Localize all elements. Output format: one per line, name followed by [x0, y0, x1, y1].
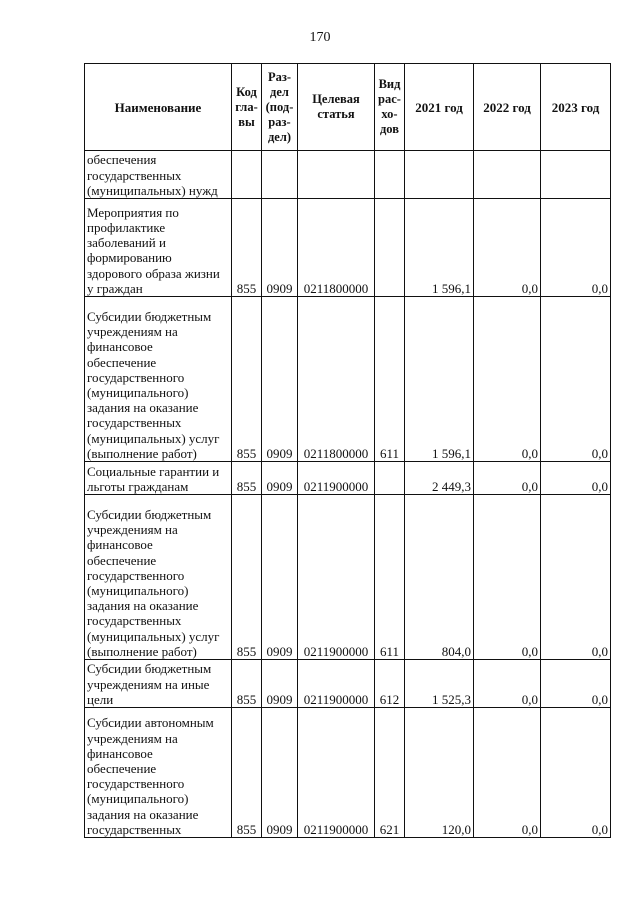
amount-2023: 0,0 — [541, 297, 611, 462]
target-article: 0211800000 — [298, 199, 375, 297]
header-chapter-code: Код гла- вы — [232, 64, 262, 151]
header-expense-type: Вид рас- хо- дов — [375, 64, 405, 151]
row-name: Мероприятия по профилактике заболеваний и формированию здорового образа жизни у граждан — [85, 199, 232, 297]
amount-2021: 1 525,3 — [405, 660, 474, 708]
target-article: 0211900000 — [298, 495, 375, 660]
expense-type — [375, 462, 405, 495]
amount-2022: 0,0 — [474, 462, 541, 495]
section-code: 0909 — [262, 462, 298, 495]
chapter-code: 855 — [232, 495, 262, 660]
target-article: 0211900000 — [298, 708, 375, 838]
header-name: Наименование — [85, 64, 232, 151]
amount-2022: 0,0 — [474, 660, 541, 708]
budget-table — [84, 63, 611, 838]
row-name: Субсидии автономным учреждениям на финансовое обеспечение государственного (муниципального) задания на оказание государственных — [85, 708, 232, 838]
row-name: Субсидии бюджетным учреждениям на иные цели — [85, 660, 232, 708]
amount-2022 — [474, 151, 541, 199]
chapter-code — [232, 151, 262, 199]
amount-2021: 2 449,3 — [405, 462, 474, 495]
table-row — [85, 660, 611, 708]
table-row — [85, 199, 611, 297]
chapter-code: 855 — [232, 462, 262, 495]
table-header-row — [85, 64, 611, 151]
target-article: 0211800000 — [298, 297, 375, 462]
expense-type — [375, 151, 405, 199]
section-code: 0909 — [262, 708, 298, 838]
header-year-2022: 2022 год — [474, 64, 541, 151]
section-code: 0909 — [262, 199, 298, 297]
chapter-code: 855 — [232, 660, 262, 708]
amount-2022: 0,0 — [474, 708, 541, 838]
page-number: 170 — [309, 30, 331, 45]
target-article — [298, 151, 375, 199]
header-year-2021: 2021 год — [405, 64, 474, 151]
amount-2023: 0,0 — [541, 660, 611, 708]
header-target-article: Целевая статья — [298, 64, 375, 151]
target-article: 0211900000 — [298, 462, 375, 495]
expense-type: 611 — [375, 297, 405, 462]
table-row — [85, 708, 611, 838]
amount-2023 — [541, 151, 611, 199]
section-code: 0909 — [262, 297, 298, 462]
header-section: Раз- дел (под- раз- дел) — [262, 64, 298, 151]
amount-2021: 120,0 — [405, 708, 474, 838]
table-row — [85, 462, 611, 495]
table-row — [85, 297, 611, 462]
amount-2022: 0,0 — [474, 495, 541, 660]
target-article: 0211900000 — [298, 660, 375, 708]
chapter-code: 855 — [232, 297, 262, 462]
header-year-2023: 2023 год — [541, 64, 611, 151]
row-name: Субсидии бюджетным учреждениям на финансовое обеспечение государственного (муниципального) задания на оказание государственных (муниципальных) услуг (выполнение работ) — [85, 495, 232, 660]
expense-type — [375, 199, 405, 297]
row-name: Социальные гарантии и льготы гражданам — [85, 462, 232, 495]
chapter-code: 855 — [232, 199, 262, 297]
amount-2021: 1 596,1 — [405, 297, 474, 462]
section-code — [262, 151, 298, 199]
amount-2023: 0,0 — [541, 495, 611, 660]
amount-2023: 0,0 — [541, 708, 611, 838]
amount-2021: 804,0 — [405, 495, 474, 660]
expense-type: 612 — [375, 660, 405, 708]
expense-type: 621 — [375, 708, 405, 838]
amount-2022: 0,0 — [474, 199, 541, 297]
amount-2022: 0,0 — [474, 297, 541, 462]
amount-2021: 1 596,1 — [405, 199, 474, 297]
expense-type: 611 — [375, 495, 405, 660]
table-row — [85, 495, 611, 660]
chapter-code: 855 — [232, 708, 262, 838]
amount-2021 — [405, 151, 474, 199]
section-code: 0909 — [262, 495, 298, 660]
amount-2023: 0,0 — [541, 199, 611, 297]
row-name: обеспечения государственных (муниципальных) нужд — [85, 151, 232, 199]
section-code: 0909 — [262, 660, 298, 708]
amount-2023: 0,0 — [541, 462, 611, 495]
row-name: Субсидии бюджетным учреждениям на финансовое обеспечение государственного (муниципального) задания на оказание государственных (муниципальных) услуг (выполнение работ) — [85, 297, 232, 462]
table-row — [85, 151, 611, 199]
